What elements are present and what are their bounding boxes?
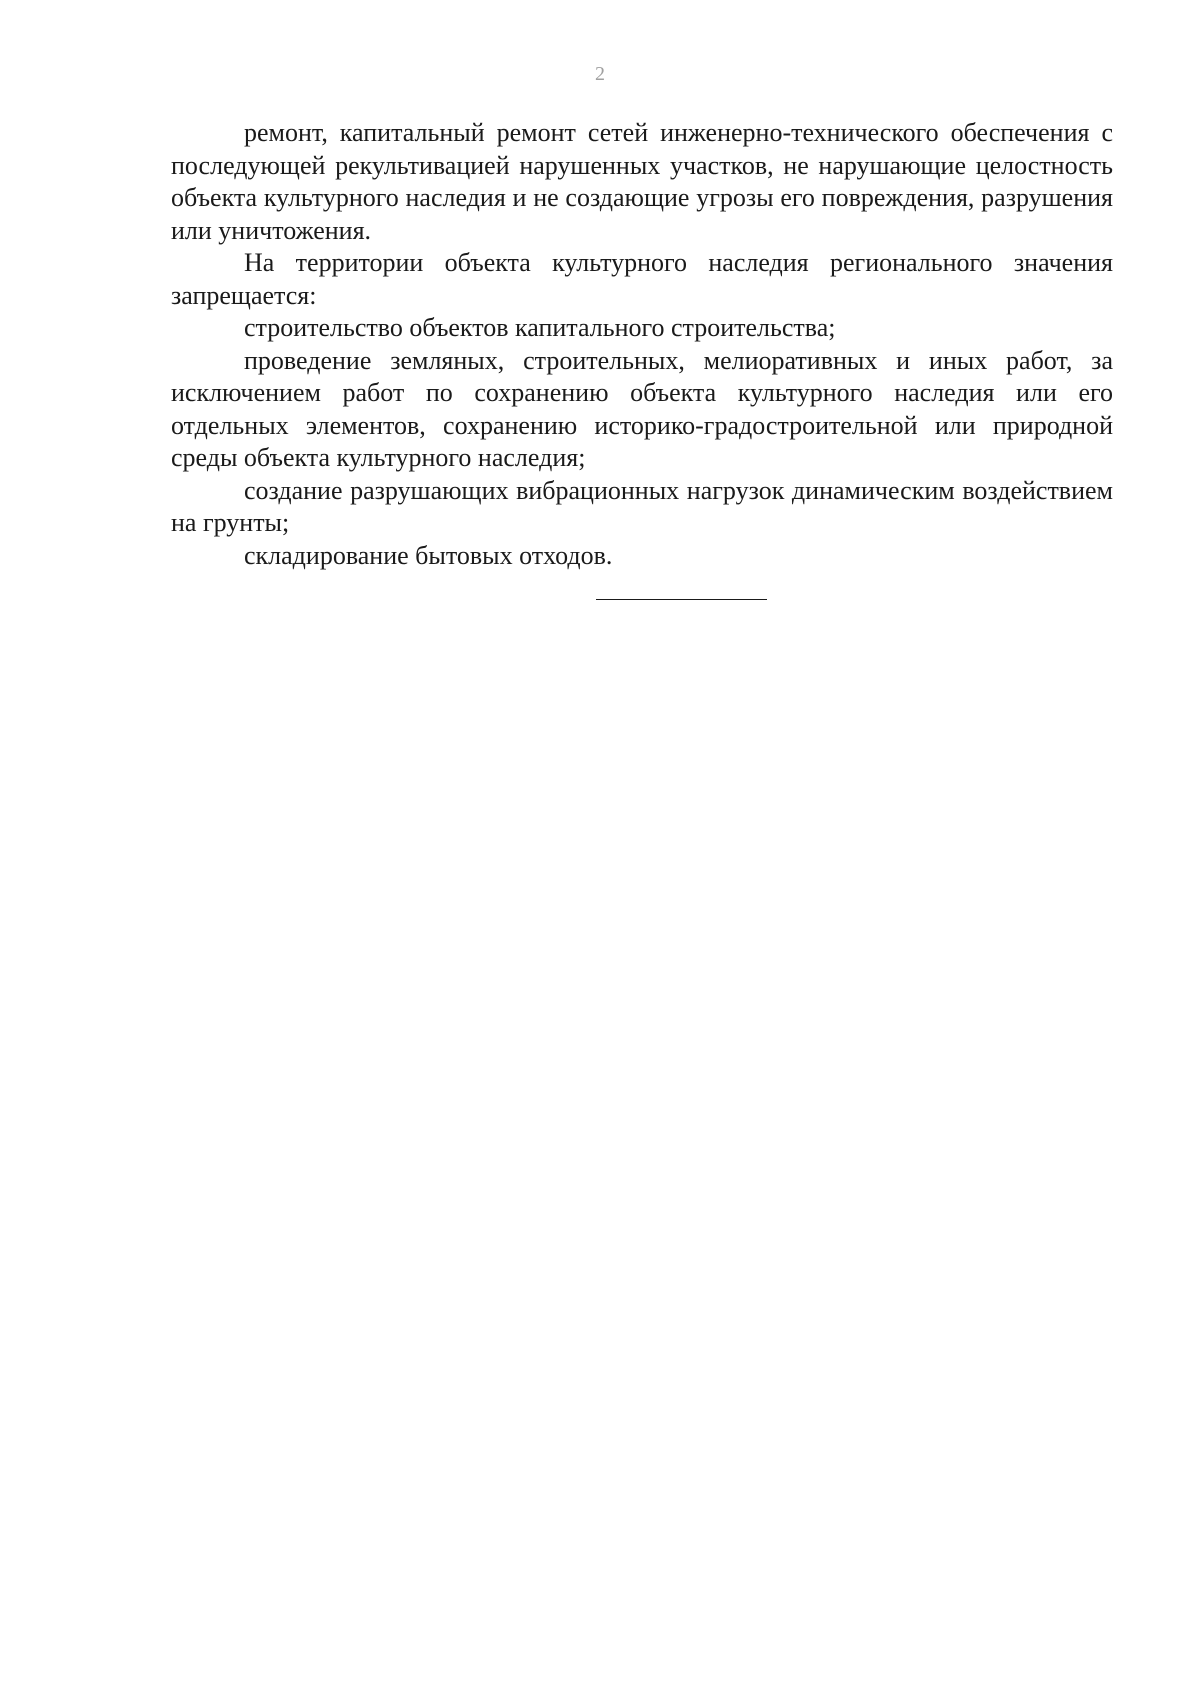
paragraph-vibration-loads: создание разрушающих вибрационных нагрузок динамическим воздействием на грунты; [171, 475, 1113, 537]
page-number: 2 [595, 63, 605, 85]
paragraph-repair-works: ремонт, капитальный ремонт сетей инженерно-технического обеспечения с последующей рекультивацией нарушенных участков, не нарушающие целостность объекта культурного наследия и не создающие угрозы его повреждения, разрушения или уничтожения. [171, 118, 1113, 245]
document-body [171, 117, 1113, 572]
end-of-document-rule [596, 599, 767, 600]
paragraph-waste-storage: складирование бытовых отходов. [244, 540, 613, 570]
paragraph-prohibitions-intro: На территории объекта культурного наследия регионального значения запрещается: [171, 248, 1113, 310]
paragraph-construction: строительство объектов капитального строительства; [244, 313, 836, 342]
paragraph-earthworks: проведение земляных, строительных, мелиоративных и иных работ, за исключением работ по сохранению объекта культурного наследия или его отдельных элементов, сохранению историко-градостроительной или природной среды объекта культурного наследия; [171, 345, 1113, 472]
